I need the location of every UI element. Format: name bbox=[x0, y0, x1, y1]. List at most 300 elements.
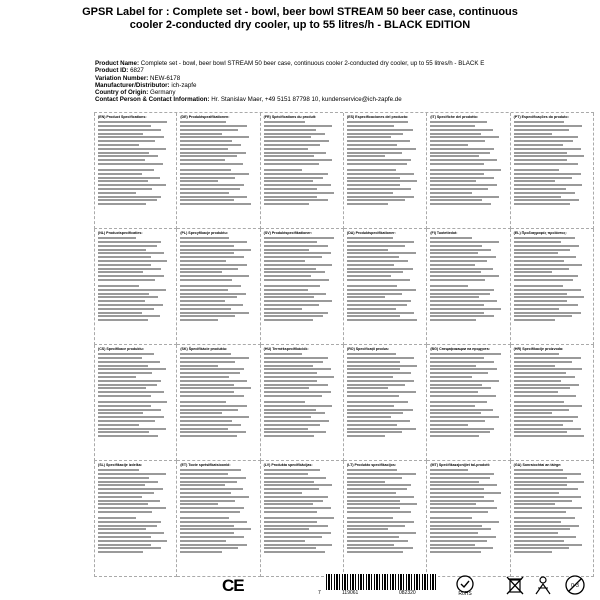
illegible-text-line bbox=[514, 296, 584, 298]
illegible-text-line bbox=[347, 473, 416, 475]
illegible-text-line bbox=[347, 152, 402, 154]
illegible-text-line bbox=[347, 129, 413, 131]
illegible-text-line bbox=[264, 492, 302, 494]
illegible-text-line bbox=[98, 163, 163, 165]
illegible-text-line bbox=[264, 268, 316, 270]
illegible-text-line bbox=[264, 144, 320, 146]
illegible-text-line bbox=[98, 133, 143, 135]
illegible-text-line bbox=[180, 152, 246, 154]
illegible-text-line bbox=[347, 155, 385, 157]
illegible-text-line bbox=[264, 237, 334, 239]
spec-heading: (SV) Produktspecifikationer: bbox=[263, 231, 312, 235]
illegible-text-line bbox=[98, 435, 158, 437]
illegible-text-line bbox=[514, 365, 555, 367]
illegible-text-line bbox=[98, 469, 139, 471]
illegible-text-line bbox=[180, 405, 247, 407]
illegible-text-line bbox=[98, 252, 164, 254]
illegible-text-line bbox=[430, 279, 485, 281]
spec-cell bbox=[344, 461, 427, 577]
illegible-text-line bbox=[180, 521, 247, 523]
illegible-text-line bbox=[264, 152, 327, 154]
illegible-text-line bbox=[514, 409, 569, 411]
product-id-row bbox=[95, 67, 595, 74]
illegible-text-line bbox=[514, 304, 578, 306]
illegible-text-line bbox=[347, 241, 414, 243]
illegible-text-line bbox=[514, 308, 560, 310]
spec-cell bbox=[511, 229, 594, 345]
ce-mark-icon: CE bbox=[222, 576, 244, 595]
illegible-text-line bbox=[347, 203, 388, 205]
illegible-text-line bbox=[98, 169, 154, 171]
illegible-text-line bbox=[430, 148, 494, 150]
illegible-text-line bbox=[514, 169, 560, 171]
illegible-text-line bbox=[180, 264, 247, 266]
illegible-text-line bbox=[264, 245, 328, 247]
rohs-text: RoHS bbox=[458, 591, 472, 596]
illegible-text-line bbox=[264, 296, 314, 298]
illegible-text-line bbox=[347, 125, 394, 127]
illegible-text-line bbox=[430, 271, 480, 273]
illegible-text-line bbox=[347, 296, 385, 298]
illegible-text-line bbox=[347, 409, 413, 411]
illegible-text-line bbox=[430, 511, 488, 513]
illegible-text-line bbox=[98, 315, 160, 317]
illegible-text-line bbox=[347, 424, 397, 426]
illegible-text-line bbox=[430, 308, 500, 310]
illegible-text-line bbox=[514, 401, 564, 403]
illegible-text-line bbox=[98, 275, 164, 277]
illegible-text-line bbox=[514, 391, 558, 393]
illegible-text-line bbox=[430, 169, 500, 171]
illegible-text-line bbox=[514, 528, 570, 530]
illegible-text-line bbox=[514, 547, 569, 549]
illegible-text-line bbox=[264, 525, 328, 527]
illegible-text-line bbox=[347, 180, 417, 182]
illegible-text-line bbox=[347, 315, 400, 317]
illegible-text-line bbox=[514, 199, 580, 201]
illegible-text-line bbox=[347, 416, 391, 418]
info-label: Manufacturer/Distributor: bbox=[95, 81, 170, 89]
illegible-text-line bbox=[514, 133, 552, 135]
illegible-text-line bbox=[98, 477, 149, 479]
illegible-text-line bbox=[98, 289, 166, 291]
illegible-text-line bbox=[98, 376, 136, 378]
illegible-text-line bbox=[264, 544, 333, 546]
illegible-text-line bbox=[514, 361, 572, 363]
info-value: 6827 bbox=[130, 67, 144, 75]
illegible-text-line bbox=[98, 144, 139, 146]
illegible-text-line bbox=[347, 196, 414, 198]
illegible-text-line bbox=[264, 387, 310, 389]
spec-heading: (EL) Προδιαγραφές προϊόντος: bbox=[513, 231, 567, 235]
illegible-text-line bbox=[347, 365, 417, 367]
illegible-text-line bbox=[98, 241, 161, 243]
info-label: Contact Person & Contact Information: bbox=[95, 96, 210, 104]
illegible-text-line bbox=[264, 133, 325, 135]
illegible-text-line bbox=[514, 532, 558, 534]
illegible-text-line bbox=[347, 469, 397, 471]
spec-cell bbox=[261, 229, 344, 345]
illegible-text-line bbox=[264, 420, 330, 422]
illegible-text-line bbox=[514, 184, 583, 186]
illegible-text-line bbox=[347, 420, 410, 422]
illegible-text-line bbox=[430, 405, 474, 407]
illegible-text-line bbox=[98, 260, 167, 262]
illegible-text-line bbox=[180, 129, 238, 131]
spec-heading: (BG) Спецификации на продукта: bbox=[430, 347, 490, 351]
illegible-text-line bbox=[514, 357, 581, 359]
illegible-text-line bbox=[430, 536, 496, 538]
illegible-text-line bbox=[430, 544, 474, 546]
info-value: Germany bbox=[150, 89, 176, 97]
illegible-text-line bbox=[98, 412, 143, 414]
illegible-text-line bbox=[430, 285, 468, 287]
illegible-text-line bbox=[514, 405, 583, 407]
illegible-text-line bbox=[98, 245, 157, 247]
barcode-digits: 082320 bbox=[399, 590, 416, 596]
illegible-text-line bbox=[430, 203, 491, 205]
illegible-text-line bbox=[347, 357, 414, 359]
illegible-text-line bbox=[430, 315, 494, 317]
illegible-text-line bbox=[180, 177, 235, 179]
illegible-text-line bbox=[264, 136, 311, 138]
illegible-text-line bbox=[514, 245, 580, 247]
illegible-text-line bbox=[347, 540, 408, 542]
spec-heading: (DA) Produktspecifikationer: bbox=[347, 231, 396, 235]
illegible-text-line bbox=[264, 488, 319, 490]
illegible-text-line bbox=[98, 129, 161, 131]
illegible-text-line bbox=[430, 159, 497, 161]
spec-cell bbox=[427, 345, 510, 461]
illegible-text-line bbox=[514, 536, 577, 538]
illegible-text-line bbox=[514, 503, 555, 505]
illegible-text-line bbox=[347, 163, 407, 165]
illegible-text-line bbox=[347, 289, 416, 291]
illegible-text-line bbox=[264, 477, 327, 479]
spec-cell bbox=[177, 345, 260, 461]
illegible-text-line bbox=[98, 496, 142, 498]
illegible-text-line bbox=[264, 416, 311, 418]
illegible-text-line bbox=[180, 163, 243, 165]
illegible-text-line bbox=[180, 155, 236, 157]
variation-number-row bbox=[95, 75, 595, 82]
illegible-text-line bbox=[264, 180, 313, 182]
illegible-text-line bbox=[264, 391, 331, 393]
illegible-text-line bbox=[180, 503, 218, 505]
illegible-text-line bbox=[514, 275, 578, 277]
illegible-text-line bbox=[264, 252, 331, 254]
illegible-text-line bbox=[264, 484, 333, 486]
illegible-text-line bbox=[430, 319, 476, 321]
illegible-text-line bbox=[347, 507, 400, 509]
illegible-text-line bbox=[514, 203, 570, 205]
spec-cell bbox=[94, 461, 177, 577]
illegible-text-line bbox=[514, 125, 583, 127]
illegible-text-line bbox=[180, 500, 235, 502]
illegible-text-line bbox=[180, 275, 249, 277]
illegible-text-line bbox=[98, 177, 160, 179]
illegible-text-line bbox=[98, 199, 157, 201]
illegible-text-line bbox=[430, 192, 471, 194]
illegible-text-line bbox=[347, 544, 394, 546]
illegible-text-line bbox=[430, 507, 497, 509]
illegible-text-line bbox=[98, 203, 146, 205]
illegible-text-line bbox=[264, 365, 313, 367]
illegible-text-line bbox=[264, 249, 310, 251]
spec-heading: (HR) Specifikacije proizvoda: bbox=[513, 347, 564, 351]
illegible-text-line bbox=[98, 196, 161, 198]
illegible-text-line bbox=[430, 551, 480, 553]
illegible-text-line bbox=[98, 300, 145, 302]
illegible-text-line bbox=[514, 488, 578, 490]
spec-heading: (NL) Productspecificaties: bbox=[98, 231, 143, 235]
illegible-text-line bbox=[347, 428, 416, 430]
illegible-text-line bbox=[347, 353, 396, 355]
illegible-text-line bbox=[347, 319, 417, 321]
illegible-text-line bbox=[98, 511, 152, 513]
country-of-origin-row bbox=[95, 89, 595, 96]
illegible-text-line bbox=[180, 173, 249, 175]
spec-heading: (SL) Specifikacije izdelka: bbox=[98, 463, 142, 467]
illegible-text-line bbox=[180, 488, 243, 490]
illegible-text-line bbox=[264, 361, 324, 363]
illegible-text-line bbox=[264, 500, 324, 502]
illegible-text-line bbox=[264, 203, 310, 205]
spec-heading: (MT) Speċifikazzjonijiet tal-prodott: bbox=[430, 463, 491, 467]
illegible-text-line bbox=[347, 511, 411, 513]
illegible-text-line bbox=[430, 129, 493, 131]
illegible-text-line bbox=[347, 532, 416, 534]
illegible-text-line bbox=[98, 391, 164, 393]
illegible-text-line bbox=[264, 405, 333, 407]
illegible-text-line bbox=[430, 144, 468, 146]
illegible-text-line bbox=[347, 401, 408, 403]
spec-heading: (FR) Spécifications du produit: bbox=[263, 115, 317, 119]
illegible-text-line bbox=[98, 372, 152, 374]
illegible-text-line bbox=[347, 528, 388, 530]
spec-heading: (IT) Specifiche del prodotto: bbox=[430, 115, 479, 119]
barcode-digits: 119061 bbox=[342, 590, 359, 596]
illegible-text-line bbox=[98, 484, 145, 486]
illegible-text-line bbox=[430, 304, 483, 306]
manufacturer-row bbox=[95, 82, 595, 89]
illegible-text-line bbox=[264, 353, 302, 355]
illegible-text-line bbox=[180, 469, 241, 471]
illegible-text-line bbox=[180, 245, 233, 247]
illegible-text-line bbox=[430, 420, 485, 422]
illegible-text-line bbox=[514, 395, 577, 397]
illegible-text-line bbox=[180, 315, 235, 317]
illegible-text-line bbox=[514, 511, 566, 513]
illegible-text-line bbox=[430, 401, 486, 403]
illegible-text-line bbox=[98, 121, 167, 123]
product-info bbox=[95, 60, 595, 104]
illegible-text-line bbox=[514, 469, 563, 471]
illegible-text-line bbox=[264, 241, 317, 243]
illegible-text-line bbox=[347, 169, 396, 171]
illegible-text-line bbox=[347, 308, 396, 310]
illegible-text-line bbox=[264, 289, 308, 291]
illegible-text-line bbox=[514, 484, 567, 486]
illegible-text-line bbox=[180, 180, 218, 182]
illegible-text-line bbox=[180, 473, 227, 475]
illegible-text-line bbox=[98, 517, 136, 519]
illegible-text-line bbox=[430, 384, 482, 386]
spec-cell bbox=[177, 461, 260, 577]
illegible-text-line bbox=[430, 361, 494, 363]
illegible-text-line bbox=[98, 473, 166, 475]
illegible-text-line bbox=[180, 252, 233, 254]
spec-cell bbox=[177, 113, 260, 229]
illegible-text-line bbox=[264, 275, 311, 277]
spec-cell bbox=[344, 345, 427, 461]
illegible-text-line bbox=[180, 409, 238, 411]
illegible-text-line bbox=[180, 547, 238, 549]
illegible-text-line bbox=[514, 188, 566, 190]
illegible-text-line bbox=[98, 140, 155, 142]
info-label: Country of Origin: bbox=[95, 89, 149, 97]
spec-cell bbox=[177, 229, 260, 345]
illegible-text-line bbox=[347, 279, 410, 281]
illegible-text-line bbox=[514, 252, 558, 254]
illegible-text-line bbox=[264, 264, 333, 266]
illegible-text-line bbox=[264, 196, 317, 198]
illegible-text-line bbox=[180, 511, 240, 513]
illegible-text-line bbox=[180, 428, 227, 430]
illegible-text-line bbox=[98, 304, 163, 306]
illegible-text-line bbox=[264, 173, 328, 175]
illegible-text-line bbox=[180, 391, 233, 393]
illegible-text-line bbox=[180, 536, 244, 538]
illegible-text-line bbox=[264, 435, 314, 437]
illegible-text-line bbox=[347, 275, 391, 277]
spec-cell bbox=[344, 229, 427, 345]
illegible-text-line bbox=[98, 152, 149, 154]
illegible-text-line bbox=[347, 192, 393, 194]
illegible-text-line bbox=[347, 361, 400, 363]
illegible-text-line bbox=[98, 395, 151, 397]
illegible-text-line bbox=[514, 551, 552, 553]
illegible-text-line bbox=[430, 477, 490, 479]
info-label: Product Name: bbox=[95, 60, 140, 67]
illegible-text-line bbox=[347, 140, 410, 142]
illegible-text-line bbox=[430, 540, 486, 542]
illegible-text-line bbox=[514, 424, 563, 426]
spec-heading: (ET) Toote spetsifikatsioonid: bbox=[180, 463, 231, 467]
illegible-text-line bbox=[430, 368, 497, 370]
illegible-text-line bbox=[514, 285, 563, 287]
illegible-text-line bbox=[264, 376, 334, 378]
illegible-text-line bbox=[180, 525, 233, 527]
info-value: ich-zapfe bbox=[171, 81, 197, 89]
illegible-text-line bbox=[347, 551, 403, 553]
illegible-text-line bbox=[264, 431, 327, 433]
illegible-text-line bbox=[98, 503, 148, 505]
illegible-text-line bbox=[347, 252, 416, 254]
illegible-text-line bbox=[347, 380, 414, 382]
illegible-text-line bbox=[264, 511, 317, 513]
illegible-text-line bbox=[347, 435, 385, 437]
illegible-text-line bbox=[430, 264, 474, 266]
illegible-text-line bbox=[514, 435, 584, 437]
illegible-text-line bbox=[430, 275, 499, 277]
illegible-text-line bbox=[430, 296, 479, 298]
illegible-text-line bbox=[180, 289, 227, 291]
illegible-text-line bbox=[347, 525, 405, 527]
info-value: Complete set - bowl, beer bowl STREAM 50 beer case, continuous cooler 2-conducted dry cooler, up to 55 litres/h - BLACK E bbox=[140, 60, 485, 67]
illegible-text-line bbox=[98, 507, 166, 509]
spec-heading: (SK) Špecifikácie produktu: bbox=[180, 347, 228, 351]
illegible-text-line bbox=[98, 192, 136, 194]
illegible-text-line bbox=[98, 180, 148, 182]
illegible-text-line bbox=[264, 271, 325, 273]
illegible-text-line bbox=[264, 121, 305, 123]
illegible-text-line bbox=[180, 188, 240, 190]
illegible-text-line bbox=[98, 264, 151, 266]
illegible-text-line bbox=[98, 308, 154, 310]
illegible-text-line bbox=[430, 180, 476, 182]
illegible-text-line bbox=[180, 357, 249, 359]
illegible-text-line bbox=[430, 260, 486, 262]
illegible-text-line bbox=[264, 469, 320, 471]
illegible-text-line bbox=[430, 125, 474, 127]
illegible-text-line bbox=[347, 249, 388, 251]
illegible-text-line bbox=[430, 293, 490, 295]
illegible-text-line bbox=[98, 384, 157, 386]
illegible-text-line bbox=[98, 357, 142, 359]
illegible-text-line bbox=[264, 188, 317, 190]
illegible-text-line bbox=[347, 405, 394, 407]
illegible-text-line bbox=[98, 405, 151, 407]
illegible-text-line bbox=[514, 312, 581, 314]
illegible-text-line bbox=[347, 133, 403, 135]
illegible-text-line bbox=[430, 252, 477, 254]
illegible-text-line bbox=[98, 184, 166, 186]
illegible-text-line bbox=[180, 353, 230, 355]
illegible-text-line bbox=[264, 260, 305, 262]
illegible-text-line bbox=[180, 420, 232, 422]
illegible-text-line bbox=[98, 365, 148, 367]
illegible-text-line bbox=[514, 387, 570, 389]
illegible-text-line bbox=[264, 192, 334, 194]
illegible-text-line bbox=[347, 184, 400, 186]
illegible-text-line bbox=[514, 380, 561, 382]
illegible-text-line bbox=[180, 387, 250, 389]
illegible-text-line bbox=[264, 312, 328, 314]
illegible-text-line bbox=[264, 496, 328, 498]
illegible-text-line bbox=[430, 532, 477, 534]
illegible-text-line bbox=[180, 395, 244, 397]
spec-cell bbox=[511, 345, 594, 461]
illegible-text-line bbox=[264, 424, 320, 426]
illegible-text-line bbox=[514, 315, 572, 317]
spec-heading: (CS) Specifikace produktu: bbox=[98, 347, 144, 351]
illegible-text-line bbox=[514, 353, 560, 355]
illegible-text-line bbox=[347, 144, 397, 146]
illegible-text-line bbox=[347, 271, 403, 273]
illegible-text-line bbox=[347, 372, 411, 374]
contact-row bbox=[95, 96, 595, 103]
illegible-text-line bbox=[430, 353, 500, 355]
spec-heading: (LT) Produkto specifikacijos: bbox=[347, 463, 397, 467]
illegible-text-line bbox=[180, 380, 247, 382]
illegible-text-line bbox=[430, 525, 482, 527]
illegible-text-line bbox=[264, 517, 334, 519]
illegible-text-line bbox=[98, 387, 146, 389]
barcode bbox=[326, 574, 438, 590]
illegible-text-line bbox=[180, 484, 224, 486]
barcode-digit: 7 bbox=[318, 590, 321, 596]
